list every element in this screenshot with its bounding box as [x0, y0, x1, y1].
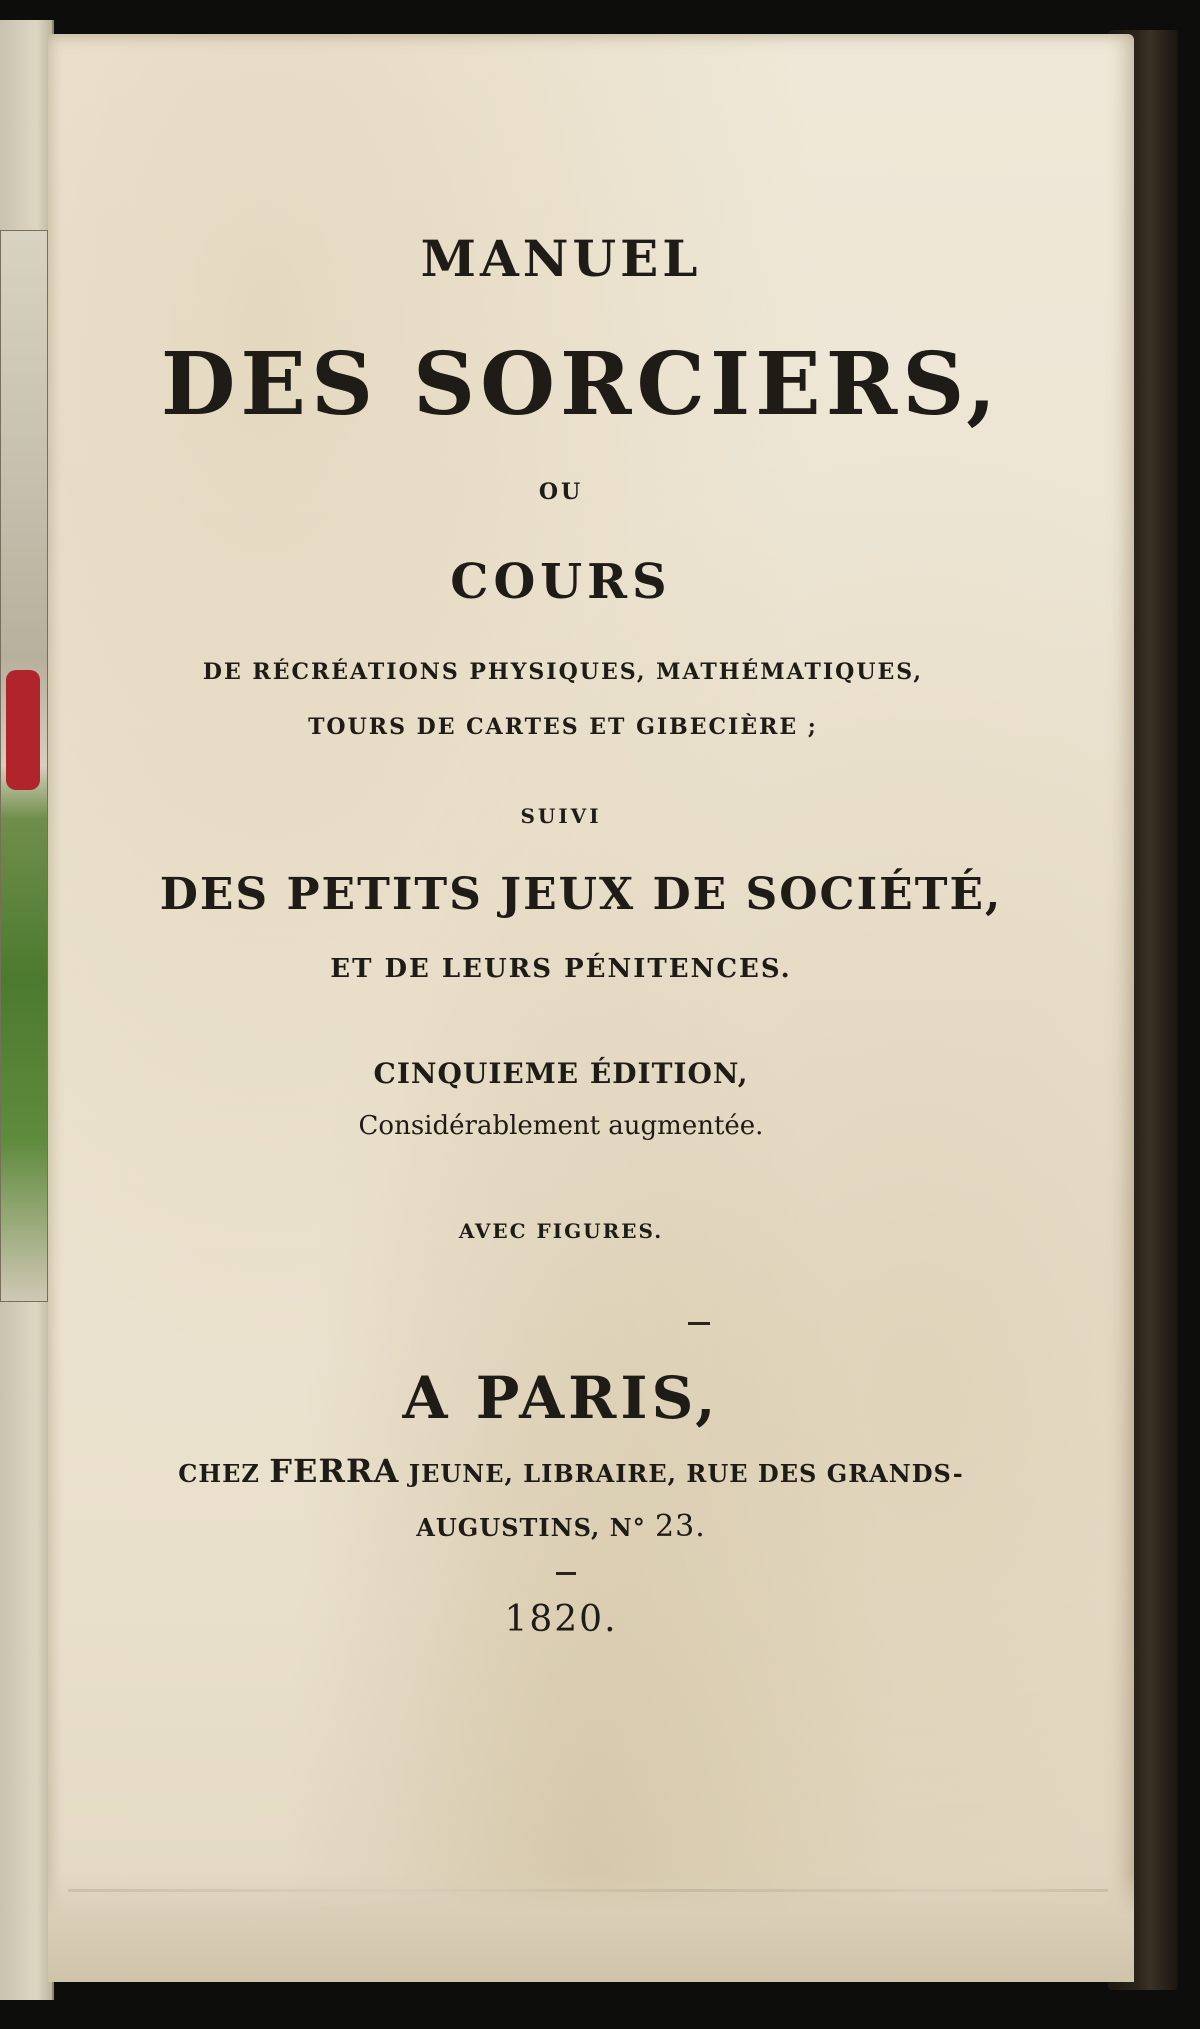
frontispiece-leaf	[0, 20, 54, 2000]
imprint-publisher	[28, 1452, 1114, 1490]
imprint-rule	[556, 1572, 576, 1575]
subtitle-recreations: DE RÉCRÉATIONS PHYSIQUES, MATHÉMATIQUES,	[202, 659, 924, 685]
edition-augmentee: Considérablement augmentée.	[358, 1111, 764, 1141]
title-ou: OU	[538, 479, 584, 505]
figures-note: AVEC FIGURES.	[458, 1219, 664, 1243]
title-page	[48, 34, 1134, 1982]
imprint-city: A PARIS,	[402, 1364, 720, 1432]
subtitle-penitences: ET DE LEURS PÉNITENCES.	[330, 954, 792, 984]
page-worn-edge	[48, 1872, 1134, 1982]
title-cours: COURS	[450, 554, 672, 610]
publisher-prefix: CHEZ	[178, 1459, 270, 1488]
subtitle-tours: TOURS DE CARTES ET GIBECIÈRE ;	[308, 714, 818, 740]
title-des-sorciers: DES SORCIERS,	[160, 334, 1002, 435]
edition-statement: CINQUIEME ÉDITION,	[373, 1057, 749, 1090]
publisher-suffix: JEUNE, LIBRAIRE, RUE DES GRANDS-	[399, 1459, 964, 1488]
imprint-year: 1820.	[504, 1599, 618, 1640]
publisher-name: FERRA	[269, 1452, 400, 1490]
imprint-address	[18, 1509, 1104, 1544]
title-page-text	[48, 34, 1134, 1982]
subtitle-petits-jeux: DES PETITS JEUX DE SOCIÉTÉ,	[159, 869, 1003, 920]
address-number: 23.	[655, 1509, 706, 1544]
subtitle-suivi: SUIVI	[520, 804, 602, 828]
title-manuel: MANUEL	[420, 229, 702, 288]
address-street: AUGUSTINS, N°	[416, 1513, 656, 1542]
ornament-dash	[688, 1322, 710, 1325]
